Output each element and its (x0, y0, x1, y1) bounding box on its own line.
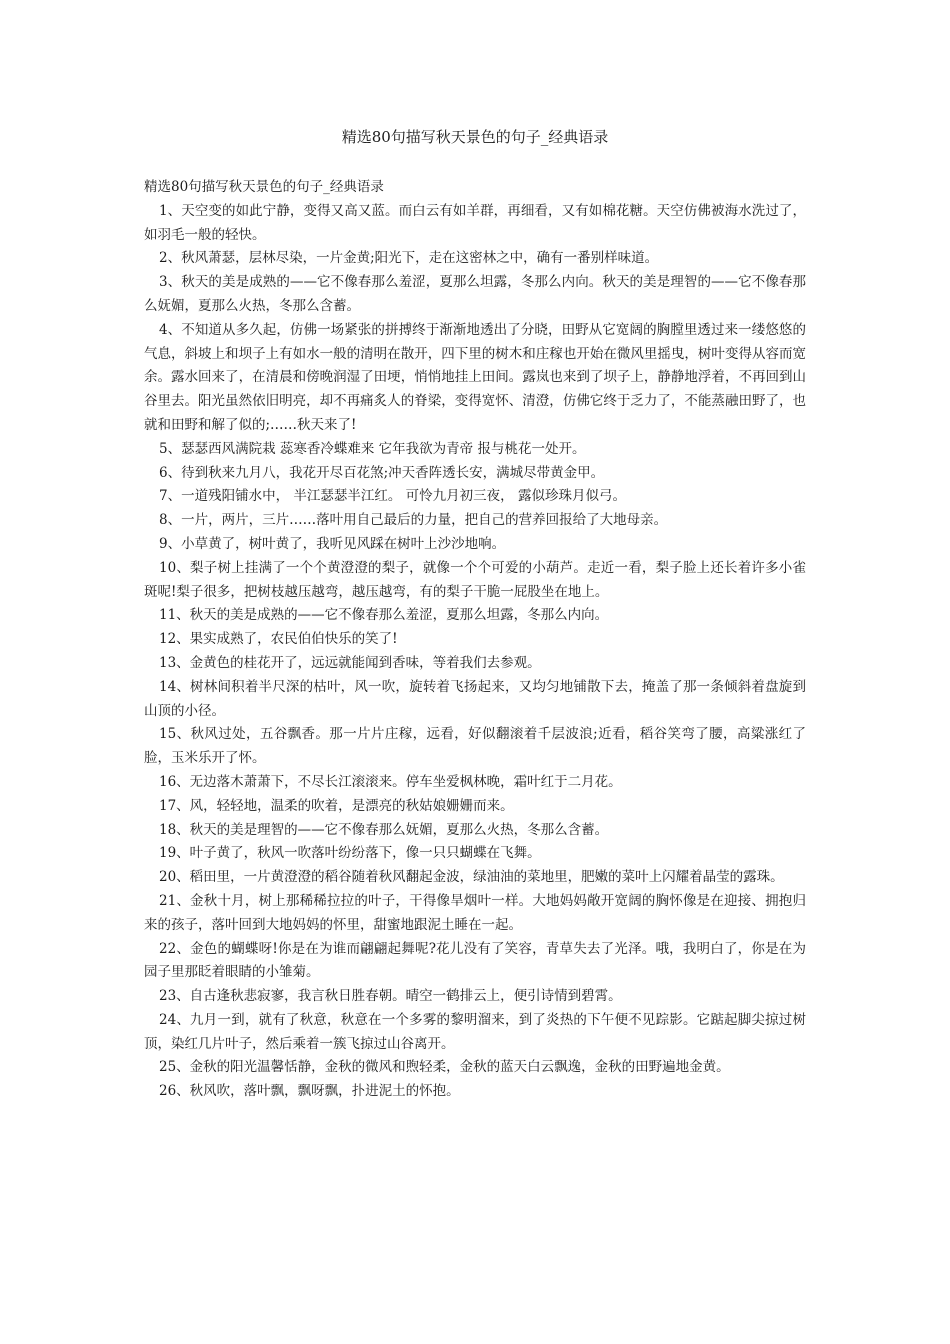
paragraph-11: 11、秋天的美是成熟的——它不像春那么羞涩，夏那么坦露，冬那么内向。 (159, 607, 609, 624)
document-body (144, 176, 806, 1104)
document-subtitle: 精选80句描写秋天景色的句子_经典语录 (144, 179, 384, 195)
paragraph-4: 4、不知道从多久起，仿佛一场紧张的拼搏终于渐渐地透出了分晓，田野从它宽阔的胸膛里透过来一缕悠悠的气息，斜坡上和坝子上有如水一般的清明在散开，四下里的树木和庄稼也开始在微风里摇曳，树叶变得从容而宽余。露水回来了，在清晨和傍晚润湿了田埂，悄悄地挂上田间。露岚也来到了坝子上，静静地浮着，不再回到山谷里去。阳光虽然依旧明亮，却不再痛炙人的脊梁，变得宽怀、清澄，仿佛它终于乏力了，不能蒸融田野了，也就和田野和解了似的;……秋天来了! (144, 321, 806, 433)
paragraph-12: 12、果实成熟了，农民伯伯快乐的笑了! (159, 631, 398, 648)
paragraph-5: 5、瑟瑟西风满院栽 蕊寒香冷蝶难来 它年我欲为青帝 报与桃花一处开。 (159, 440, 586, 457)
paragraph-21: 21、金秋十月，树上那稀稀拉拉的叶子，干得像旱烟叶一样。大地妈妈敞开宽阔的胸怀像是在迎接、拥抱归来的孩子，落叶回到大地妈妈的怀里，甜蜜地跟泥土睡在一起。 (144, 892, 806, 933)
paragraph-25: 25、金秋的阳光温馨恬静，金秋的微风和煦轻柔，金秋的蓝天白云飘逸，金秋的田野遍地金黄。 (159, 1059, 730, 1076)
paragraph-13: 13、金黄色的桂花开了，远远就能闻到香味，等着我们去参观。 (159, 654, 541, 671)
paragraph-22: 22、金色的蝴蝶呀!你是在为谁而翩翩起舞呢?花儿没有了笑容，青草失去了光泽。哦，我明白了，你是在为园子里那眨着眼睛的小雏菊。 (144, 940, 806, 981)
paragraph-18: 18、秋天的美是理智的——它不像春那么妩媚，夏那么火热，冬那么含蓄。 (159, 821, 609, 838)
paragraph-10: 10、梨子树上挂满了一个个黄澄澄的梨子，就像一个个可爱的小葫芦。走近一看，梨子脸上还长着许多小雀斑呢!梨子很多，把树枝越压越弯，越压越弯，有的梨子干脆一屁股坐在地上。 (144, 559, 806, 600)
paragraph-6: 6、待到秋来九月八，我花开尽百花煞;冲天香阵透长安，满城尽带黄金甲。 (159, 464, 605, 481)
paragraph-17: 17、风，轻轻地，温柔的吹着，是漂亮的秋姑娘姗姗而来。 (159, 797, 514, 814)
paragraph-24: 24、九月一到，就有了秋意，秋意在一个多雾的黎明溜来，到了炎热的下午便不见踪影。它踮起脚尖掠过树顶，染红几片叶子，然后乘着一簇飞掠过山谷离开。 (144, 1011, 806, 1052)
paragraph-8: 8、一片，两片，三片……落叶用自己最后的力量，把自己的营养回报给了大地母亲。 (159, 512, 668, 529)
paragraph-23: 23、自古逢秋悲寂寥，我言秋日胜春朝。晴空一鹤排云上，便引诗情到碧霄。 (159, 988, 622, 1005)
paragraph-14: 14、树林间积着半尺深的枯叶，风一吹，旋转着飞扬起来，又均匀地铺散下去，掩盖了那一条倾斜着盘旋到山顶的小径。 (144, 678, 806, 719)
paragraph-20: 20、稻田里，一片黄澄澄的稻谷随着秋风翻起金波，绿油油的菜地里，肥嫩的菜叶上闪耀着晶莹的露珠。 (159, 869, 784, 886)
paragraph-2: 2、秋风萧瑟，层林尽染，一片金黄;阳光下，走在这密林之中，确有一番别样味道。 (159, 250, 659, 267)
paragraph-16: 16、无边落木萧萧下，不尽长江滚滚来。停车坐爱枫林晚，霜叶红于二月花。 (159, 773, 622, 790)
paragraph-15: 15、秋风过处，五谷飘香。那一片片庄稼，远看，好似翻滚着千层波浪;近看，稻谷笑弯了腰，高粱涨红了脸，玉米乐开了怀。 (144, 726, 806, 767)
page-title: 精选80句描写秋天景色的句子_经典语录 (341, 128, 609, 146)
paragraph-19: 19、叶子黄了，秋风一吹落叶纷纷落下，像一只只蝴蝶在飞舞。 (159, 845, 541, 862)
paragraph-3: 3、秋天的美是成熟的——它不像春那么羞涩，夏那么坦露，冬那么内向。秋天的美是理智的——它不像春那么妩媚，夏那么火热，冬那么含蓄。 (144, 274, 806, 314)
paragraph-1: 1、天空变的如此宁静，变得又高又蓝。而白云有如羊群，再细看，又有如棉花糖。天空仿佛被海水洗过了，如羽毛一般的轻快。 (144, 202, 806, 243)
paragraph-26: 26、秋风吹，落叶飘，飘呀飘，扑进泥土的怀抱。 (159, 1083, 460, 1100)
paragraph-7: 7、一道残阳铺水中， 半江瑟瑟半江红。 可怜九月初三夜， 露似珍珠月似弓。 (159, 488, 626, 505)
paragraph-9: 9、小草黄了，树叶黄了，我听见风踩在树叶上沙沙地响。 (159, 535, 506, 552)
